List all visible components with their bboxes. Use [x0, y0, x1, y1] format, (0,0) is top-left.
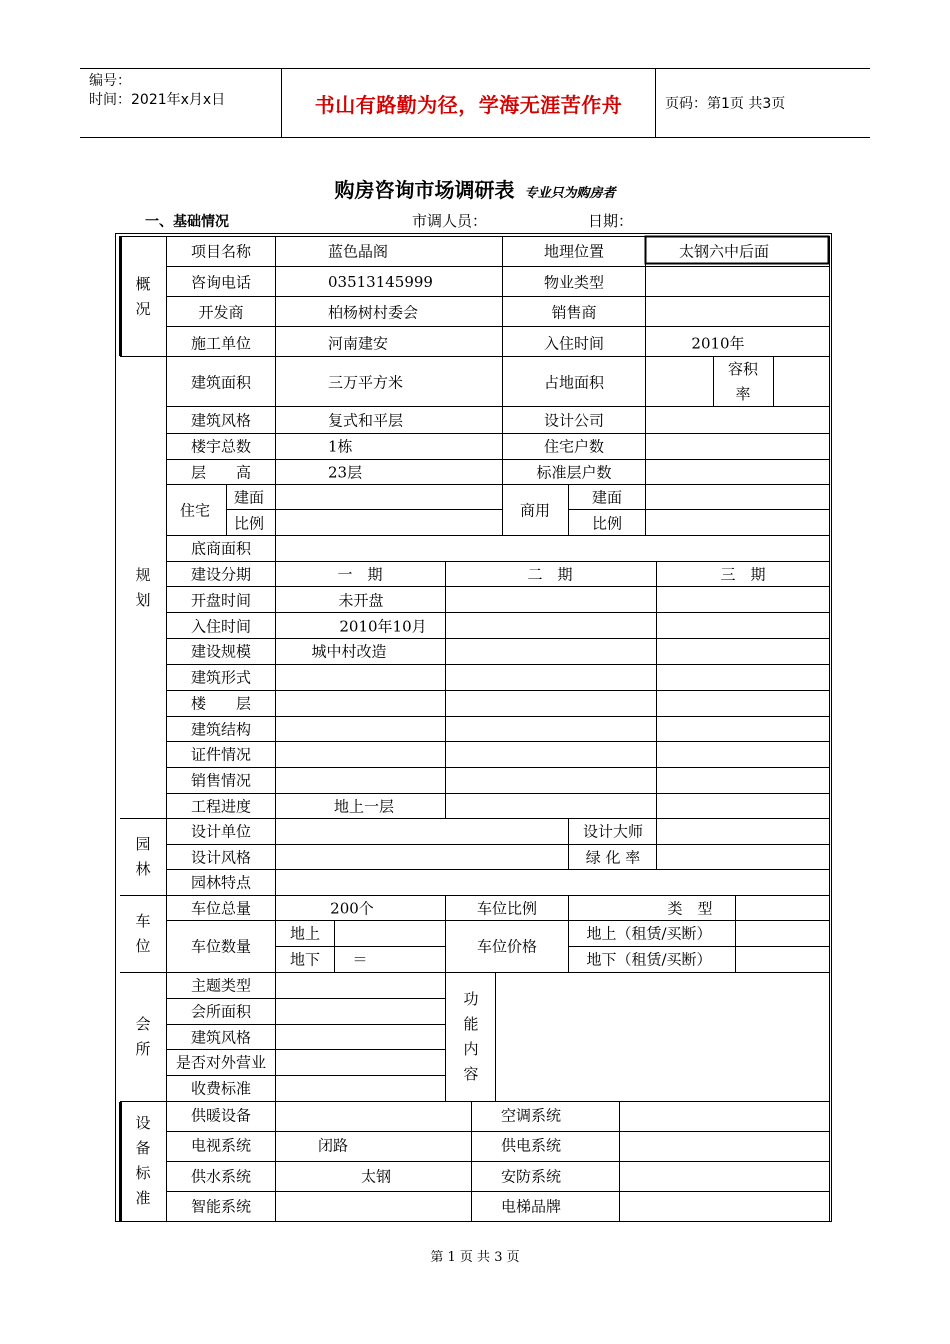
- title-main: 购房咨询市场调研表: [334, 178, 515, 202]
- water-label: 供水系统: [190, 1167, 252, 1186]
- shop-area-label: 底商面积: [190, 539, 252, 558]
- project-name-value: 蓝色晶阁: [328, 242, 389, 261]
- floors-label: 层 高: [190, 463, 252, 482]
- price-below-label: 地下（租赁/买断）: [586, 950, 712, 969]
- club-public-label: 是否对外营业: [175, 1053, 267, 1072]
- park-count-label: 车位数量: [190, 937, 252, 956]
- progress-value: 地上一层: [333, 797, 395, 816]
- builder-value: 河南建安: [328, 334, 389, 353]
- buildings-value: 1栋: [328, 437, 353, 456]
- park-total-value: 200个: [330, 899, 374, 918]
- ac-label: 空调系统: [500, 1106, 562, 1125]
- garden-master-label: 设计大师: [582, 822, 644, 841]
- form-label: 建筑形式: [190, 668, 252, 687]
- club-area-label: 会所面积: [190, 1002, 252, 1021]
- water-value: 太钢: [360, 1167, 392, 1186]
- motto: 书山有路勤为径，学海无涯苦作舟: [281, 69, 656, 137]
- style-value: 复式和平层: [328, 411, 404, 430]
- park-type-label: 类 型: [667, 899, 713, 918]
- surveyor-label: 市调人员：: [412, 212, 488, 230]
- build-area-value: 三万平方米: [328, 373, 404, 392]
- commercial-area-label: 建面: [591, 488, 623, 507]
- location-value: 太钢六中后面: [678, 242, 770, 261]
- phase-1: 一 期: [337, 565, 383, 584]
- open-label: 开盘时间: [190, 591, 252, 610]
- developer-label: 开发商: [198, 303, 244, 322]
- section-garden-label: 园林: [135, 835, 151, 878]
- move-in2-value: 2010年10月: [339, 617, 427, 636]
- title-sub: 专业只为购房者: [524, 186, 616, 201]
- park-below-label: 地下: [289, 950, 321, 969]
- park-price-label: 车位价格: [476, 937, 538, 956]
- date-field-label: 日期：: [588, 212, 634, 230]
- land-area-label: 占地面积: [543, 373, 605, 392]
- tv-label: 电视系统: [190, 1136, 252, 1155]
- tv-value: 闭路: [317, 1136, 349, 1155]
- structure-label: 建筑结构: [190, 720, 252, 739]
- move-in-label: 入住时间: [543, 334, 605, 353]
- commercial-label: 商用: [519, 501, 551, 520]
- scale-value: 城中村改造: [311, 642, 387, 661]
- seller-label: 销售商: [551, 303, 597, 322]
- phone-label: 咨询电话: [190, 273, 252, 292]
- section-club-label: 会所: [135, 1015, 151, 1058]
- smart-label: 智能系统: [190, 1197, 252, 1216]
- commercial-ratio-label: 比例: [591, 514, 623, 533]
- club-fee-label: 收费标准: [190, 1079, 252, 1098]
- security-label: 安防系统: [500, 1167, 562, 1186]
- move-in2-label: 入住时间: [190, 617, 252, 636]
- page-label: 页码：第1页 共3页: [665, 96, 786, 112]
- date-label: 时间：2021年x月x日: [89, 92, 226, 108]
- phase-2: 二 期: [527, 565, 573, 584]
- project-name-label: 项目名称: [190, 242, 252, 261]
- park-above-label: 地上: [289, 924, 321, 943]
- section-plan-label: 规划: [135, 566, 151, 609]
- buildings-label: 楼宇总数: [190, 437, 252, 456]
- certs-label: 证件情况: [190, 745, 252, 764]
- location-label: 地理位置: [543, 242, 605, 261]
- price-above-label: 地上（租赁/买断）: [586, 924, 712, 943]
- sales-label: 销售情况: [190, 771, 252, 790]
- phone-value: 03513145999: [328, 273, 433, 291]
- section-parking-label: 车位: [135, 912, 151, 955]
- std-floor-label: 标准层户数: [536, 463, 612, 482]
- residential-label: 住宅: [179, 501, 211, 520]
- design-company-label: 设计公司: [543, 411, 605, 430]
- club-style-label: 建筑风格: [190, 1028, 252, 1047]
- floors-value: 23层: [328, 463, 363, 482]
- property-type-label: 物业类型: [543, 273, 605, 292]
- storey-label: 楼 层: [190, 694, 252, 713]
- progress-label: 工程进度: [190, 797, 252, 816]
- phase-label: 建设分期: [190, 565, 252, 584]
- households-label: 住宅户数: [543, 437, 605, 456]
- residential-area-label: 建面: [233, 488, 265, 507]
- number-label: 编号：: [89, 73, 131, 89]
- residential-ratio-label: 比例: [233, 514, 265, 533]
- move-in-value: 2010年: [691, 334, 745, 353]
- section-heading: 一、基础情况: [145, 214, 229, 230]
- power-label: 供电系统: [500, 1136, 562, 1155]
- garden-feature-label: 园林特点: [190, 873, 252, 892]
- section-equipment-label: 设备标准: [135, 1114, 151, 1207]
- section-overview-label: 概况: [135, 275, 151, 318]
- scale-label: 建设规模: [190, 642, 252, 661]
- garden-unit-label: 设计单位: [190, 822, 252, 841]
- park-total-label: 车位总量: [190, 899, 252, 918]
- developer-value: 柏杨树村委会: [328, 303, 419, 322]
- club-theme-label: 主题类型: [190, 976, 252, 995]
- builder-label: 施工单位: [190, 334, 252, 353]
- phase-3: 三 期: [720, 565, 766, 584]
- green-rate-label: 绿 化 率: [585, 848, 641, 867]
- build-area-label: 建筑面积: [190, 373, 252, 392]
- club-function-label: 功能内容: [463, 990, 479, 1083]
- open-value: 未开盘: [338, 591, 384, 610]
- style-label: 建筑风格: [190, 411, 252, 430]
- elevator-label: 电梯品牌: [500, 1197, 562, 1216]
- garden-style-label: 设计风格: [190, 848, 252, 867]
- park-below-value: ＝: [352, 950, 368, 969]
- page-footer: 第 1 页 共 3 页: [430, 1250, 520, 1265]
- park-ratio-label: 车位比例: [476, 899, 538, 918]
- heating-label: 供暖设备: [190, 1106, 252, 1125]
- plot-ratio-label: 容积率: [727, 360, 758, 403]
